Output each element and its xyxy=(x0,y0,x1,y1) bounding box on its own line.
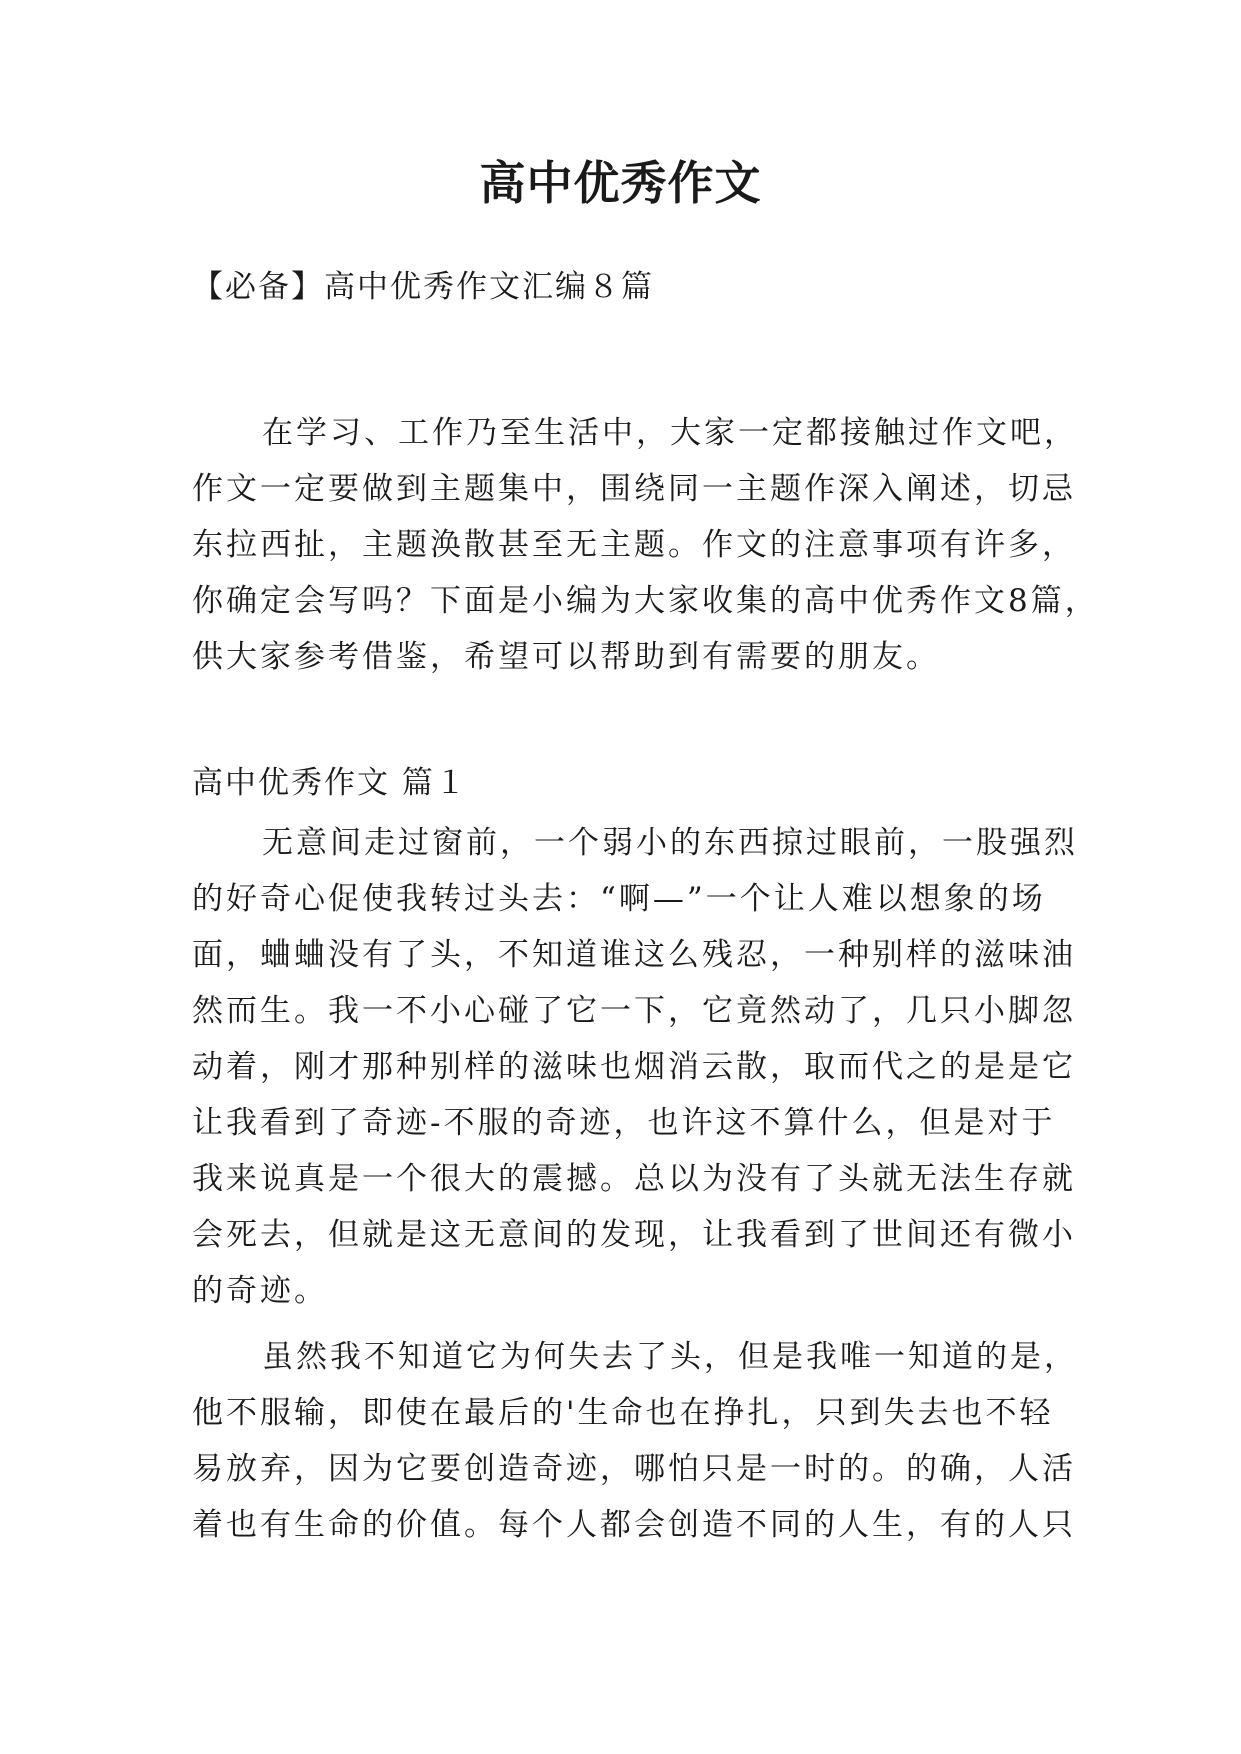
intro-line: 你确定会写吗？下面是小编为大家收集的高中优秀作文8篇， xyxy=(192,583,1099,619)
section-heading: 高中优秀作文 篇１ xyxy=(192,765,468,801)
essay-body xyxy=(192,815,1078,1553)
paragraph-line: 会死去，但就是这无意间的发现，让我看到了世间还有微小 xyxy=(192,1217,1076,1253)
paragraph-line: 让我看到了奇迹-不服的奇迹，也许这不算什么，但是对于 xyxy=(192,1105,1056,1141)
paragraph-line: 面，蛐蛐没有了头，不知道谁这么残忍，一种别样的滋味油 xyxy=(192,937,1076,973)
paragraph-line: 着也有生命的价值。每个人都会创造不同的人生，有的人只 xyxy=(192,1507,1076,1543)
essay-paragraph-1 xyxy=(192,815,1078,1319)
intro-line: 在学习、工作乃至生活中，大家一定都接触过作文吧， xyxy=(262,415,1078,451)
paragraph-line: 我来说真是一个很大的震撼。总以为没有了头就无法生存就 xyxy=(192,1161,1076,1197)
intro-line: 东拉西扯，主题涣散甚至无主题。作文的注意事项有许多， xyxy=(192,527,1076,563)
intro-line: 作文一定要做到主题集中，围绕同一主题作深入阐述，切忌 xyxy=(192,471,1076,507)
paragraph-line: 然而生。我一不小心碰了它一下，它竟然动了，几只小脚忽 xyxy=(192,993,1076,1029)
essay-paragraph-2 xyxy=(192,1329,1078,1553)
document-title: 高中优秀作文 xyxy=(479,156,762,210)
paragraph-line: 易放弃，因为它要创造奇迹，哪怕只是一时的。的确，人活 xyxy=(192,1451,1076,1487)
paragraph-line: 虽然我不知道它为何失去了头，但是我唯一知道的是， xyxy=(262,1339,1078,1375)
document-subtitle: 【必备】高中优秀作文汇编８篇 xyxy=(192,269,654,305)
paragraph-line: 无意间走过窗前，一个弱小的东西掠过眼前，一股强烈 xyxy=(262,825,1078,861)
paragraph-line: 的好奇心促使我转过头去：“啊—”一个让人难以想象的场 xyxy=(192,881,1046,917)
paragraph-gap xyxy=(192,1319,1072,1329)
intro-paragraph xyxy=(192,405,1099,685)
intro-line: 供大家参考借鉴，希望可以帮助到有需要的朋友。 xyxy=(192,639,940,675)
paragraph-line: 的奇迹。 xyxy=(192,1273,328,1309)
paragraph-line: 动着，刚才那种别样的滋味也烟消云散，取而代之的是是它 xyxy=(192,1049,1076,1085)
paragraph-line: 他不服输，即使在最后的'生命也在挣扎，只到失去也不轻 xyxy=(192,1395,1054,1431)
